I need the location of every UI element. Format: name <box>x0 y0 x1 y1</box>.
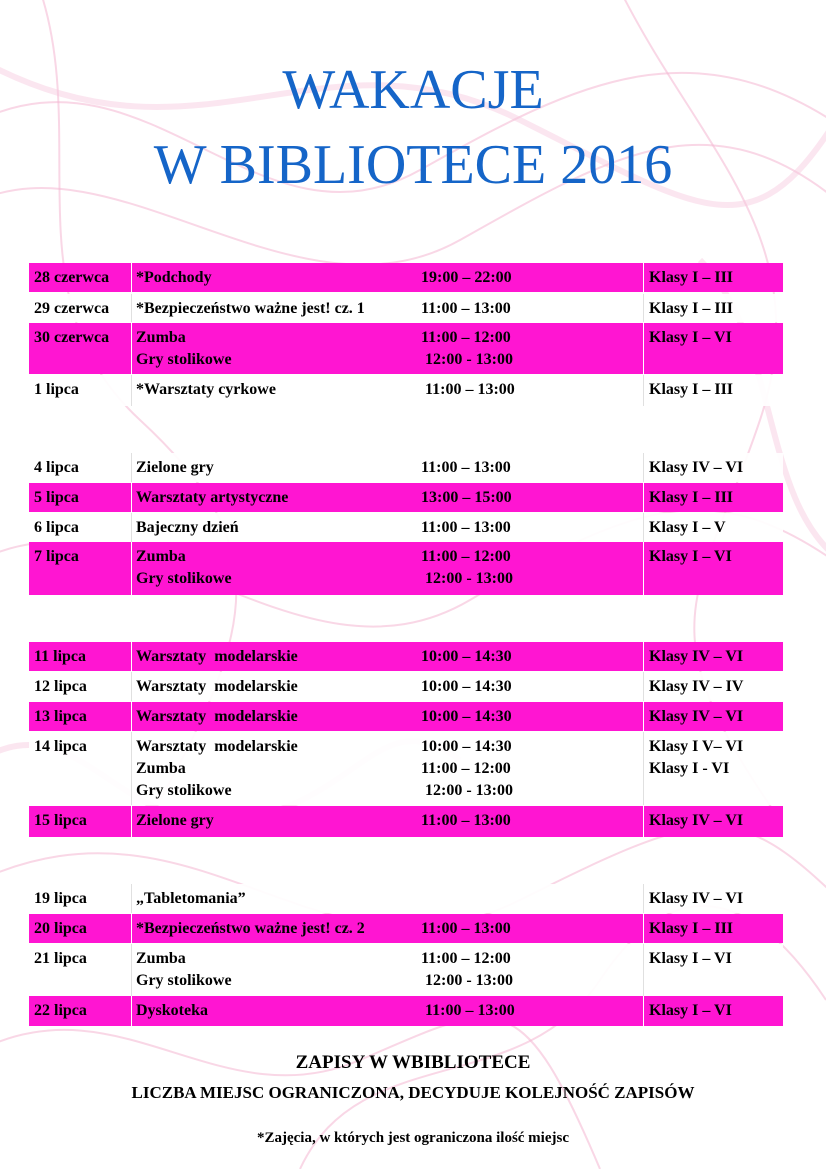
table-row <box>29 884 783 913</box>
time-cell <box>421 267 512 289</box>
time-cell <box>421 676 512 698</box>
classes-cell <box>649 810 743 832</box>
time-cell <box>421 487 512 509</box>
activity-cell-line: Gry stolikowe <box>136 570 232 587</box>
column-divider <box>643 642 644 671</box>
column-divider <box>643 453 644 482</box>
activity-cell <box>136 546 232 590</box>
column-divider <box>643 672 644 701</box>
table-row <box>29 323 783 374</box>
table-row <box>29 542 783 595</box>
date-cell: 5 lipca <box>34 489 79 506</box>
activity-cell-line: *Warsztaty cyrkowe <box>136 381 276 398</box>
activity-cell <box>136 457 214 479</box>
time-cell-line: 12:00 - 13:00 <box>421 782 513 799</box>
column-divider <box>643 542 644 595</box>
column-divider <box>643 806 644 837</box>
activity-cell <box>136 1000 208 1022</box>
column-divider <box>643 884 644 913</box>
classes-cell-line: Klasy I – VI <box>649 548 732 565</box>
column-divider <box>643 323 644 374</box>
column-divider <box>131 542 132 595</box>
date-cell: 13 lipca <box>34 708 87 725</box>
time-cell <box>421 1000 515 1022</box>
table-row <box>29 483 783 512</box>
column-divider <box>131 375 132 406</box>
classes-cell-line: Klasy IV – VI <box>649 812 744 829</box>
date-cell: 20 lipca <box>34 920 87 937</box>
activity-cell-line: Warsztaty artystyczne <box>136 489 289 506</box>
time-cell-line: 10:00 – 14:30 <box>421 738 512 755</box>
date-cell: 6 lipca <box>34 519 79 536</box>
table-row <box>29 263 783 292</box>
classes-cell-line: Klasy I – VI <box>649 329 732 346</box>
column-divider <box>131 642 132 671</box>
table-row <box>29 453 783 482</box>
table-row <box>29 375 783 406</box>
time-cell-line: 11:00 – 12:00 <box>421 329 511 346</box>
column-divider <box>643 294 644 322</box>
classes-cell <box>649 918 733 940</box>
time-cell-line: 11:00 – 13:00 <box>421 519 511 536</box>
date-cell: 7 lipca <box>34 548 79 565</box>
time-cell-line: 11:00 – 13:00 <box>421 459 511 476</box>
classes-cell-line: Klasy I – III <box>649 300 734 317</box>
activity-cell-line: Warsztaty modelarskie <box>136 648 298 665</box>
table-row <box>29 996 783 1026</box>
activity-cell <box>136 736 298 802</box>
classes-cell <box>649 646 743 668</box>
time-cell <box>421 706 512 728</box>
classes-cell-line: Klasy IV – IV <box>649 678 744 695</box>
date-cell: 4 lipca <box>34 459 79 476</box>
classes-cell <box>649 487 733 509</box>
activity-cell <box>136 267 212 289</box>
time-cell <box>421 948 513 992</box>
table-row <box>29 672 783 701</box>
activity-cell-line: Zielone gry <box>136 459 214 476</box>
classes-cell-line: Klasy I V– VI <box>649 738 744 755</box>
column-divider <box>131 263 132 292</box>
column-divider <box>643 914 644 943</box>
table-row <box>29 914 783 943</box>
time-cell <box>421 646 512 668</box>
date-cell: 14 lipca <box>34 738 87 755</box>
column-divider <box>643 263 644 292</box>
column-divider <box>131 732 132 805</box>
activity-cell-line: Zumba <box>136 950 186 967</box>
date-cell: 30 czerwca <box>34 329 110 346</box>
activity-cell-line: Warsztaty modelarskie <box>136 708 298 725</box>
classes-cell-line: Klasy I - VI <box>649 760 730 777</box>
column-divider <box>643 702 644 731</box>
column-divider <box>131 483 132 512</box>
column-divider <box>131 702 132 731</box>
date-cell: 15 lipca <box>34 812 87 829</box>
classes-cell-line: Klasy I – V <box>649 519 726 536</box>
classes-cell-line: Klasy I – III <box>649 269 734 286</box>
activity-cell-line: Gry stolikowe <box>136 972 232 989</box>
column-divider <box>131 672 132 701</box>
classes-cell <box>649 676 743 698</box>
activity-cell <box>136 517 239 539</box>
column-divider <box>131 806 132 837</box>
time-cell-line: 11:00 – 13:00 <box>421 381 515 398</box>
activity-cell-line: Gry stolikowe <box>136 351 232 368</box>
activity-cell-line: Dyskoteka <box>136 1002 209 1019</box>
classes-cell-line: Klasy I – III <box>649 381 734 398</box>
column-divider <box>643 513 644 542</box>
time-cell-line: 11:00 – 12:00 <box>421 548 511 565</box>
date-cell: 11 lipca <box>34 648 87 665</box>
column-divider <box>643 483 644 512</box>
column-divider <box>643 996 644 1026</box>
column-divider <box>131 294 132 322</box>
registration-heading: ZAPISY W WBIBLIOTECE <box>295 1052 531 1073</box>
activity-cell <box>136 487 288 509</box>
classes-cell <box>649 379 733 401</box>
activity-cell-line: *Bezpieczeństwo ważne jest! cz. 2 <box>136 920 365 937</box>
activity-cell-line: Zumba <box>136 548 186 565</box>
classes-cell-line: Klasy IV – VI <box>649 459 744 476</box>
table-row <box>29 642 783 671</box>
time-cell <box>421 517 511 539</box>
time-cell <box>421 298 511 320</box>
classes-cell <box>649 736 743 780</box>
date-cell: 29 czerwca <box>34 300 110 317</box>
table-row <box>29 806 783 837</box>
classes-cell <box>649 457 743 479</box>
activity-cell-line: „Tabletomania” <box>136 890 246 907</box>
activity-cell-line: Warsztaty modelarskie <box>136 678 298 695</box>
classes-cell-line: Klasy IV – VI <box>649 890 744 907</box>
classes-cell <box>649 1000 732 1022</box>
classes-cell <box>649 298 733 320</box>
column-divider <box>131 944 132 998</box>
column-divider <box>643 944 644 998</box>
date-cell: 21 lipca <box>34 950 87 967</box>
time-cell-line: 13:00 – 15:00 <box>421 489 512 506</box>
classes-cell <box>649 327 732 349</box>
table-row <box>29 513 783 542</box>
activity-cell <box>136 810 214 832</box>
activity-cell <box>136 327 232 371</box>
classes-cell-line: Klasy I – VI <box>649 1002 732 1019</box>
activity-cell <box>136 888 246 910</box>
classes-cell-line: Klasy IV – VI <box>649 648 744 665</box>
table-row <box>29 732 783 805</box>
time-cell-line: 12:00 - 13:00 <box>421 972 513 989</box>
date-cell: 19 lipca <box>34 890 87 907</box>
classes-cell-line: Klasy I – III <box>649 489 734 506</box>
table-row <box>29 294 783 322</box>
activity-cell-line: *Bezpieczeństwo ważne jest! cz. 1 <box>136 300 365 317</box>
activity-cell <box>136 706 298 728</box>
activity-cell <box>136 948 232 992</box>
classes-cell-line: Klasy I – VI <box>649 950 732 967</box>
title-line-2: W BIBLIOTECE 2016 <box>153 134 673 196</box>
classes-cell-line: Klasy IV – VI <box>649 708 744 725</box>
title-line-1: WAKACJE <box>282 59 544 121</box>
column-divider <box>643 732 644 805</box>
column-divider <box>131 513 132 542</box>
time-cell-line: 10:00 – 14:30 <box>421 708 512 725</box>
activity-cell <box>136 918 365 940</box>
column-divider <box>131 996 132 1026</box>
activity-cell <box>136 298 365 320</box>
table-row <box>29 944 783 998</box>
time-cell <box>421 810 511 832</box>
classes-cell <box>649 948 732 970</box>
column-divider <box>131 914 132 943</box>
column-divider <box>131 323 132 374</box>
classes-cell <box>649 706 743 728</box>
time-cell-line: 11:00 – 13:00 <box>421 812 511 829</box>
activity-cell-line: Bajeczny dzień <box>136 519 239 536</box>
activity-cell-line: Zielone gry <box>136 812 214 829</box>
classes-cell <box>649 267 733 289</box>
time-cell-line: 11:00 – 13:00 <box>421 1002 515 1019</box>
time-cell-line: 10:00 – 14:30 <box>421 648 512 665</box>
time-cell-line: 11:00 – 12:00 <box>421 760 511 777</box>
classes-cell-line: Klasy I – III <box>649 920 734 937</box>
column-divider <box>643 375 644 406</box>
time-cell <box>421 457 511 479</box>
time-cell-line: 11:00 – 13:00 <box>421 920 511 937</box>
time-cell-line: 10:00 – 14:30 <box>421 678 512 695</box>
time-cell <box>421 736 513 802</box>
time-cell <box>421 546 513 590</box>
activity-cell-line: Zumba <box>136 329 186 346</box>
table-row <box>29 702 783 731</box>
date-cell: 22 lipca <box>34 1002 87 1019</box>
column-divider <box>131 453 132 482</box>
column-divider <box>131 884 132 913</box>
activity-cell <box>136 379 276 401</box>
time-cell-line: 19:00 – 22:00 <box>421 269 512 286</box>
activity-cell-line: Zumba <box>136 760 186 777</box>
time-cell <box>421 379 515 401</box>
date-cell: 1 lipca <box>34 381 79 398</box>
date-cell: 12 lipca <box>34 678 87 695</box>
limited-places-notice: LICZBA MIEJSC OGRANICZONA, DECYDUJE KOLEJNOŚĆ ZAPISÓW <box>131 1083 695 1102</box>
classes-cell <box>649 546 732 568</box>
time-cell-line: 11:00 – 12:00 <box>421 950 511 967</box>
activity-cell-line: *Podchody <box>136 269 212 286</box>
time-cell-line: 12:00 - 13:00 <box>421 570 513 587</box>
footnote: *Zajęcia, w których jest ograniczona ilość miejsc <box>256 1130 569 1146</box>
classes-cell <box>649 517 726 539</box>
date-cell: 28 czerwca <box>34 269 110 286</box>
time-cell-line: 12:00 - 13:00 <box>421 351 513 368</box>
activity-cell-line: Gry stolikowe <box>136 782 232 799</box>
classes-cell <box>649 888 743 910</box>
activity-cell-line: Warsztaty modelarskie <box>136 738 298 755</box>
time-cell <box>421 327 513 371</box>
time-cell-line: 11:00 – 13:00 <box>421 300 511 317</box>
time-cell <box>421 918 511 940</box>
activity-cell <box>136 676 298 698</box>
activity-cell <box>136 646 298 668</box>
